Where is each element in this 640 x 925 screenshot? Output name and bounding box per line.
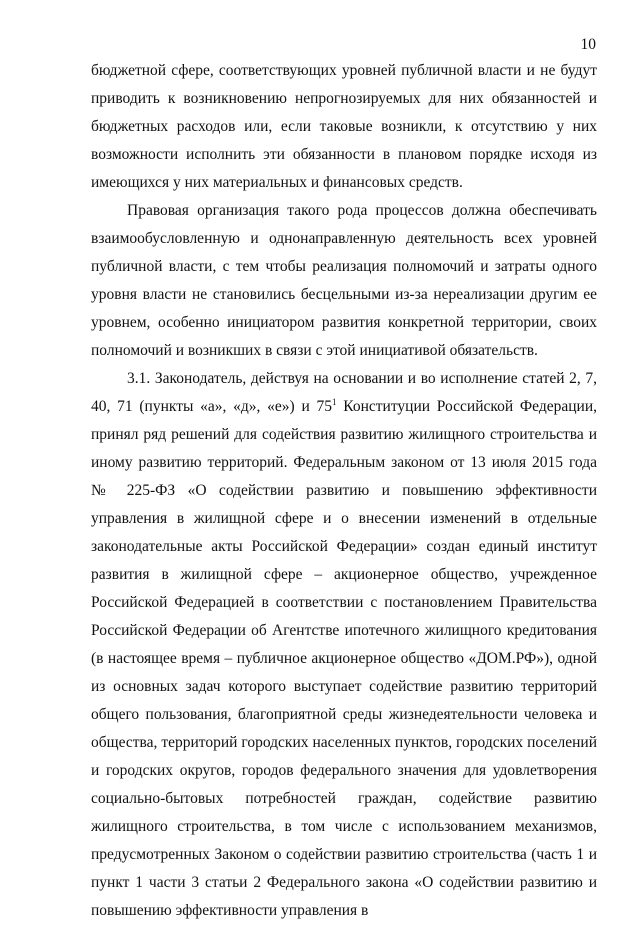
paragraph-section-3-1 bbox=[91, 365, 597, 925]
paragraph-text-before-footnote-mark: 3.1. Законодатель, действуя на основании и во исполнение статей 2, 7, 40, 71 (пункты «а», «д», «е») и 75 bbox=[91, 370, 597, 415]
page-number: 10 bbox=[580, 36, 596, 53]
superscript-mark: 1 bbox=[332, 397, 337, 407]
paragraph-legal-organization: Правовая организация такого рода процессов должна обеспечивать взаимообусловленную и однонаправленную деятельность всех уровней публичной власти, с тем чтобы реализация полномочий и затраты одного уровня власти не становились бесцельными из-за нереализации другим ее уровнем, особенно инициатором развития конкретной территории, своих полномочий и возникших в связи с этой инициативой обязательств. bbox=[91, 202, 597, 359]
paragraph-text-after-footnote-mark: Конституции Российской Федерации, принял ряд решений для содействия развитию жилищного строительства и иному развитию территорий. Федеральным законом от 13 июля 2015 года № 225-ФЗ «О содействии развитию и повышению эффективности управления в жилищной сфере и о внесении изменений в отдельные законодательные акты Российской Федерации» создан единый институт развития в жилищной сфере – акционерное общество, учрежденное Российской Федерацией в соответствии с постановлением Правительства Российской Федерации об Агентстве ипотечного жилищного кредитования (в настоящее время – публичное акционерное общество «ДОМ.РФ»), одной из основных задач которого выступает содействие развитию территорий общего пользования, благоприятной среды жизнедеятельности человека и общества, территорий городских населенных пунктов, городских поселений и городских округов, городов федерального значения для удовлетворения социально-бытовых потребностей граждан, содействие развитию жилищного строительства, в том числе с использованием механизмов, предусмотренных Законом о содействии развитию строительства (часть 1 и пункт 1 части 3 статьи 2 Федерального закона «О содействии развитию и повышению эффективности управления в bbox=[91, 398, 597, 919]
paragraph-continuation: бюджетной сфере, соответствующих уровней публичной власти и не будут приводить к возникновению непрогнозируемых для них обязанностей и бюджетных расходов или, если таковые возникли, к отсутствию у них возможности исполнить эти обязанности в плановом порядке исходя из имеющихся у них материальных и финансовых средств. bbox=[91, 62, 597, 191]
document-body bbox=[91, 57, 597, 925]
